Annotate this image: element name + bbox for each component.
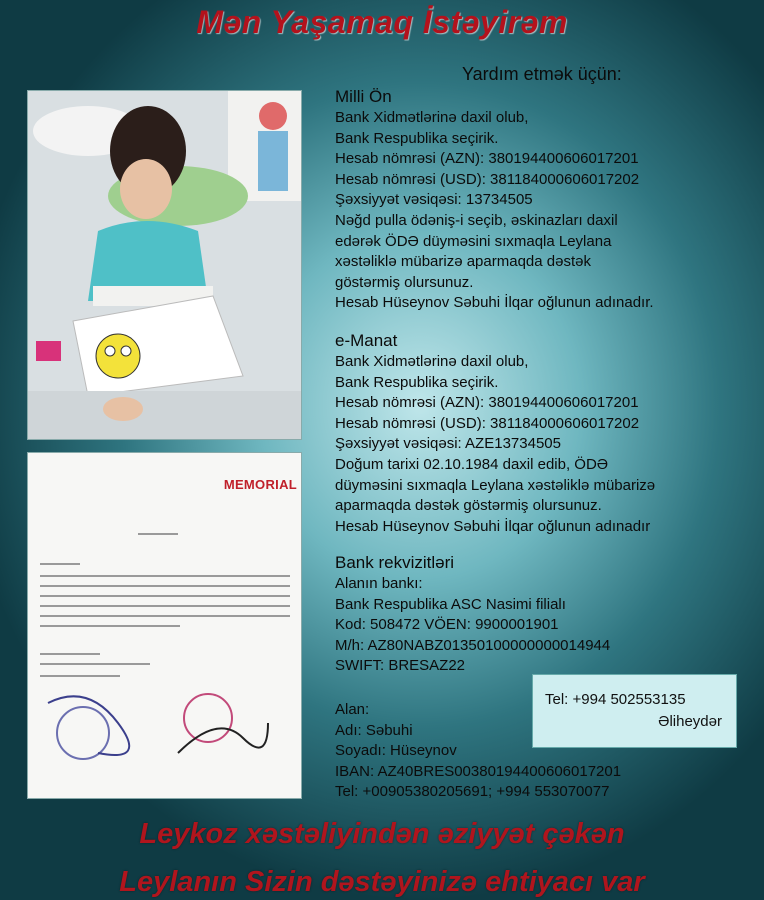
- contact-name: Əliheydər: [658, 713, 722, 730]
- emanat-heading: e-Manat: [335, 331, 398, 350]
- child-photo-illustration: [28, 91, 302, 440]
- bank-details-line: Kod: 508472 VÖEN: 9900001901: [335, 616, 559, 634]
- bank-details-line: SWIFT: BRESAZ22: [335, 657, 466, 675]
- bank-details-heading: Bank rekvizitləri: [335, 553, 455, 572]
- contact-phone: Tel: +994 502553135: [545, 691, 686, 708]
- emanat-line: Şəxsiyyət vəsiqəsi: AZE13734505: [335, 435, 561, 453]
- milli-on-line: edərək ÖDƏ düyməsini sıxmaqla Leylana: [335, 232, 612, 250]
- emanat-section: [335, 330, 655, 537]
- help-heading: Yardım etmək üçün:: [462, 64, 622, 84]
- emanat-line: Hesab nömrəsi (USD): 381184000606017202: [335, 414, 640, 432]
- bottom-caption-line-1: Leykoz xəstəliyindən əziyyət çəkən: [139, 818, 625, 850]
- emanat-line: Bank Xidmətlərinə daxil olub,: [335, 353, 529, 370]
- bank-details-line: Alanın bankı:: [335, 575, 423, 592]
- emanat-line: aparmaqda dəstək göstərmiş olursunuz.: [335, 497, 602, 515]
- emanat-line: Hesab nömrəsi (AZN): 380194400606017201: [335, 394, 639, 412]
- milli-on-heading: Milli Ön: [335, 87, 392, 106]
- milli-on-line: Şəxsiyyət vəsiqəsi: 13734505: [335, 191, 533, 209]
- bank-details-line: M/h: AZ80NABZ01350100000000014944: [335, 636, 611, 654]
- stamp-signature-graphic: [28, 453, 302, 799]
- recipient-line: IBAN: AZ40BRES00380194400606017201: [335, 762, 622, 780]
- milli-on-line: Nəğd pulla ödəniş-i seçib, əskinazları daxil: [335, 211, 618, 229]
- milli-on-line: göstərmiş olursunuz.: [335, 273, 474, 291]
- emanat-line: Bank Respublika seçirik.: [335, 373, 499, 391]
- milli-on-line: xəstəliklə mübarizə aparmaqda dəstək: [335, 253, 591, 271]
- medical-document-image: [27, 452, 302, 799]
- recipient-line: Tel: +00905380205691; +994 553070077: [335, 783, 610, 801]
- child-photo: [27, 90, 302, 440]
- milli-on-line: Hesab Hüseynov Səbuhi İlqar oğlunun adınadır.: [335, 294, 654, 312]
- milli-on-line: Bank Xidmətlərinə daxil olub,: [335, 109, 529, 126]
- contact-box: [532, 674, 737, 748]
- page-title: Mən Yaşamaq İstəyirəm: [196, 4, 568, 40]
- emanat-line: düyməsini sıxmaqla Leylana xəstəliklə mübarizə: [335, 476, 656, 494]
- milli-on-line: Hesab nömrəsi (USD): 381184000606017202: [335, 170, 640, 188]
- bottom-caption-line-2: Leylanın Sizin dəstəyinizə ehtiyacı var: [119, 866, 645, 898]
- milli-on-line: Hesab nömrəsi (AZN): 380194400606017201: [335, 150, 639, 168]
- recipient-line: Adı: Səbuhi: [335, 721, 413, 739]
- recipient-line: Soyadı: Hüseynov: [335, 742, 457, 760]
- bank-details-section: [335, 552, 610, 677]
- bank-details-line: Bank Respublika ASC Nasimi filialı: [335, 595, 566, 613]
- milli-on-line: Bank Respublika seçirik.: [335, 129, 499, 147]
- recipient-line: Alan:: [335, 701, 370, 718]
- milli-on-section: [335, 86, 654, 314]
- emanat-line: Hesab Hüseynov Səbuhi İlqar oğlunun adınadır: [335, 517, 651, 535]
- emanat-line: Doğum tarixi 02.10.1984 daxil edib, ÖDƏ: [335, 455, 609, 473]
- memorial-logo: MEMORIAL: [223, 477, 297, 492]
